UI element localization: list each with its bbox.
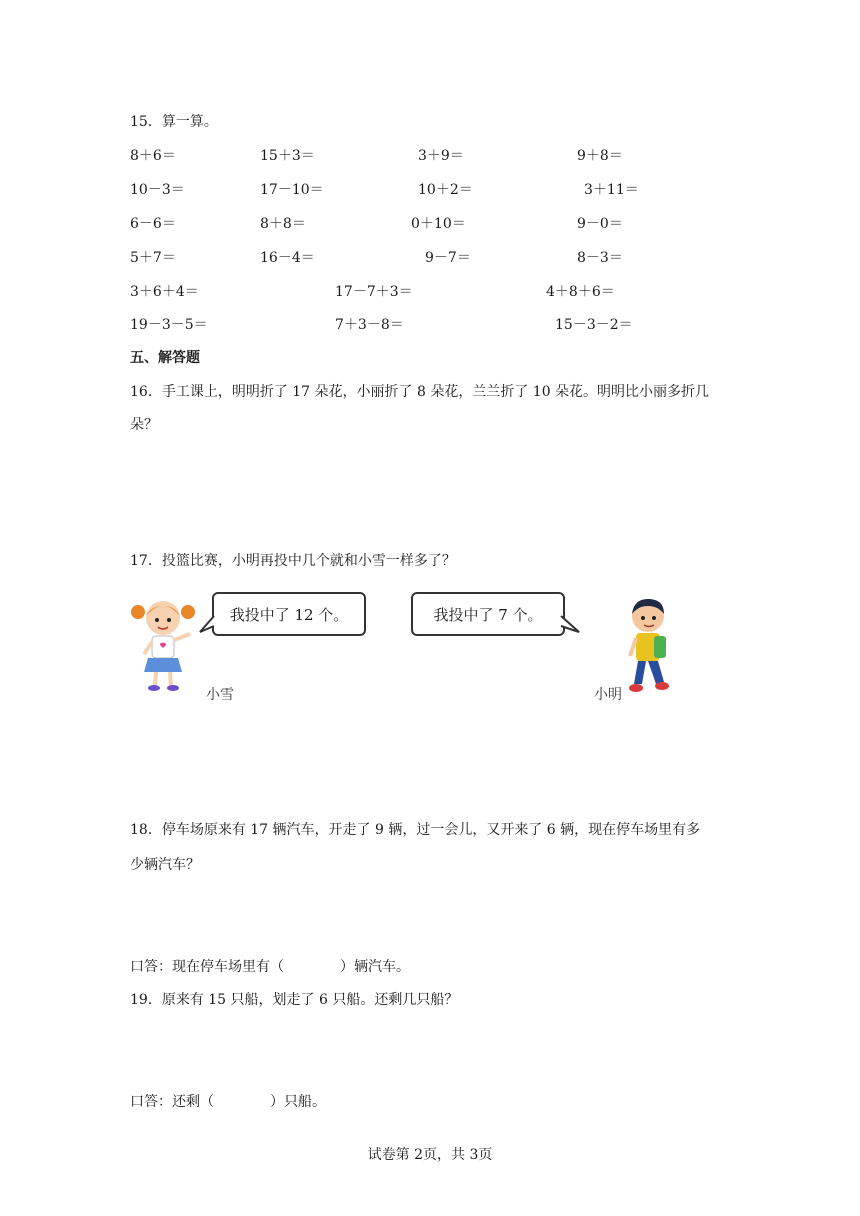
question-15-title: 15．算一算。 bbox=[130, 114, 218, 130]
problem: 10＋2＝ bbox=[418, 182, 473, 198]
problem: 10－3＝ bbox=[130, 182, 185, 198]
problem: 15＋3＝ bbox=[260, 148, 315, 164]
problem: 7＋3－8＝ bbox=[335, 317, 404, 333]
question-19-text: 19．原来有 15 只船，划走了 6 只船。还剩几只船？ bbox=[130, 992, 459, 1008]
problem: 9＋8＝ bbox=[577, 148, 623, 164]
question-18-line2: 少辆汽车？ bbox=[130, 857, 200, 873]
question-17-text: 17．投篮比赛，小明再投中几个就和小雪一样多了？ bbox=[130, 553, 456, 569]
problem: 3＋11＝ bbox=[584, 182, 639, 198]
problem: 8＋8＝ bbox=[260, 216, 306, 232]
boy-illustration bbox=[618, 596, 678, 698]
problem: 6－6＝ bbox=[130, 216, 176, 232]
question-18-line1: 18．停车场原来有 17 辆汽车，开走了 9 辆，过一会儿，又开来了 6 辆，现在停车场里有多 bbox=[130, 822, 701, 838]
problem: 3＋6＋4＝ bbox=[130, 284, 199, 300]
question-16-line1: 16．手工课上，明明折了 17 朵花，小丽折了 8 朵花，兰兰折了 10 朵花。明明比小丽多折几 bbox=[130, 384, 710, 400]
boy-speech-text: 我投中了 7 个。 bbox=[433, 605, 543, 624]
speech-pointer-icon bbox=[198, 614, 216, 636]
question-18-answer-line: 口答：现在停车场里有（ ）辆汽车。 bbox=[130, 959, 410, 975]
problem: 4＋8＋6＝ bbox=[546, 284, 615, 300]
problem: 19－3－5＝ bbox=[130, 317, 208, 333]
problem: 0＋10＝ bbox=[411, 216, 466, 232]
speech-pointer-icon bbox=[559, 614, 581, 636]
problem: 8－3＝ bbox=[577, 250, 623, 266]
boy-speech-bubble bbox=[411, 592, 565, 636]
problem: 9－0＝ bbox=[577, 216, 623, 232]
problem: 17－7＋3＝ bbox=[335, 284, 413, 300]
girl-illustration bbox=[130, 596, 200, 694]
problem: 9－7＝ bbox=[425, 250, 471, 266]
problem: 5＋7＝ bbox=[130, 250, 176, 266]
section-heading: 五、解答题 bbox=[130, 350, 200, 366]
problem: 15－3－2＝ bbox=[555, 317, 633, 333]
question-19-answer-line: 口答：还剩（ ）只船。 bbox=[130, 1094, 326, 1110]
question-16-line2: 朵？ bbox=[130, 417, 158, 433]
problem: 17－10＝ bbox=[260, 182, 324, 198]
girl-speech-bubble bbox=[212, 592, 366, 636]
problem: 8＋6＝ bbox=[130, 148, 176, 164]
page-footer: 试卷第 2页，共 3页 bbox=[367, 1147, 493, 1163]
boy-name-label: 小明 bbox=[594, 687, 622, 703]
problem: 3＋9＝ bbox=[418, 148, 464, 164]
girl-speech-text: 我投中了 12 个。 bbox=[229, 605, 349, 624]
girl-name-label: 小雪 bbox=[206, 687, 234, 703]
problem: 16－4＝ bbox=[260, 250, 315, 266]
